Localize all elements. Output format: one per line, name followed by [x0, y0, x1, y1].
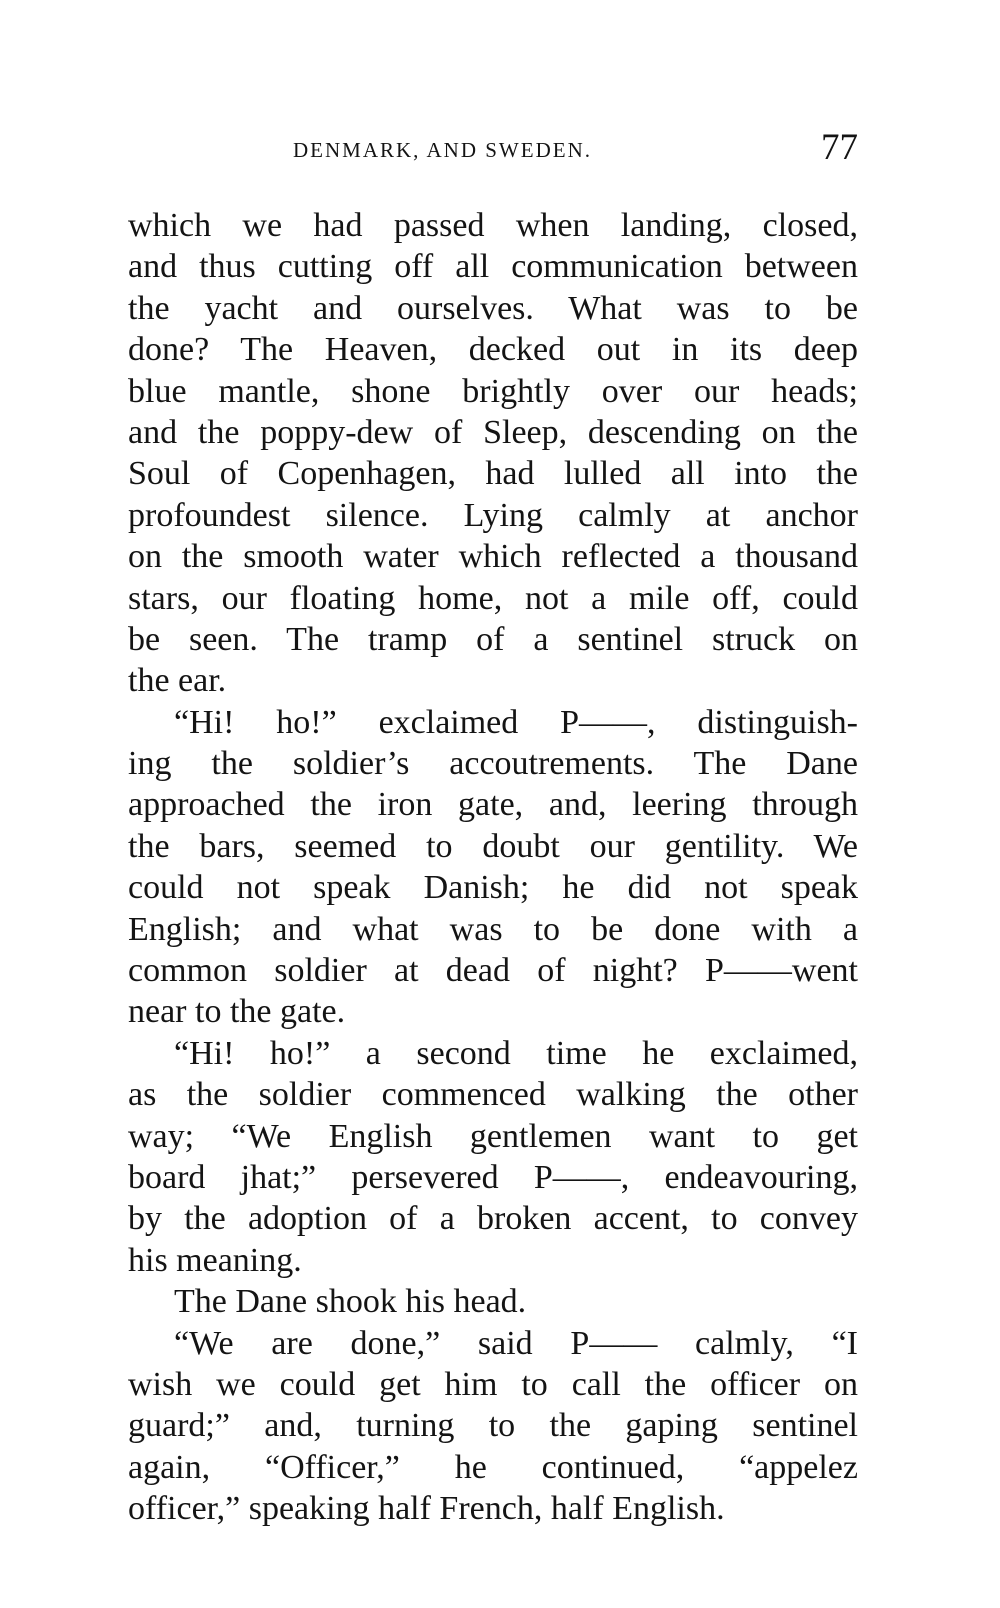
text-line: “We are done,” said P—— calmly, “I — [174, 1324, 858, 1362]
body-text — [128, 205, 858, 1530]
text-line: guard;” and, turning to the gaping sentinel — [128, 1407, 858, 1445]
text-line: which we had passed when landing, closed, — [128, 207, 858, 244]
text-line: board jhat;” persevered P——, endeavouring, — [128, 1158, 858, 1196]
running-title: DENMARK, AND SWEDEN. — [293, 138, 592, 162]
text-line: the bars, seemed to doubt our gentility. We — [128, 827, 858, 865]
text-line: stars, our floating home, not a mile off, could — [128, 579, 858, 617]
text-line: Soul of Copenhagen, had lulled all into the — [128, 455, 858, 493]
text-line: wish we could get him to call the officer on — [128, 1365, 858, 1403]
text-line: officer,” speaking half French, half English. — [128, 1490, 725, 1528]
text-line: be seen. The tramp of a sentinel struck on — [128, 620, 858, 658]
text-line: English; and what was to be done with a — [128, 910, 858, 948]
text-line: done? The Heaven, decked out in its deep — [128, 331, 858, 369]
text-line: again, “Officer,” he continued, “appelez — [128, 1448, 858, 1486]
running-header — [128, 127, 858, 170]
text-line: the yacht and ourselves. What was to be — [128, 289, 858, 327]
text-line: blue mantle, shone brightly over our heads; — [128, 372, 858, 410]
text-line: profoundest silence. Lying calmly at anchor — [128, 496, 858, 534]
text-line: his meaning. — [128, 1241, 302, 1279]
page-number: 77 — [821, 127, 858, 168]
text-line: as the soldier commenced walking the other — [128, 1076, 858, 1114]
text-line: the ear. — [128, 662, 227, 700]
text-line: and thus cutting off all communication between — [128, 248, 858, 286]
text-line: “Hi! ho!” a second time he exclaimed, — [174, 1034, 858, 1072]
text-line: way; “We English gentlemen want to get — [128, 1117, 858, 1155]
text-line: “Hi! ho!” exclaimed P——, distinguish- — [174, 703, 858, 741]
text-line: The Dane shook his head. — [174, 1283, 527, 1321]
text-line: by the adoption of a broken accent, to convey — [128, 1200, 858, 1238]
text-line: could not speak Danish; he did not speak — [128, 869, 858, 907]
text-line: approached the iron gate, and, leering through — [128, 786, 858, 824]
text-line: near to the gate. — [128, 993, 346, 1031]
text-line: on the smooth water which reflected a thousand — [128, 538, 858, 576]
text-line: common soldier at dead of night? P——went — [128, 952, 858, 990]
text-line: and the poppy-dew of Sleep, descending on the — [128, 413, 858, 451]
text-line: ing the soldier’s accoutrements. The Dane — [128, 745, 858, 783]
